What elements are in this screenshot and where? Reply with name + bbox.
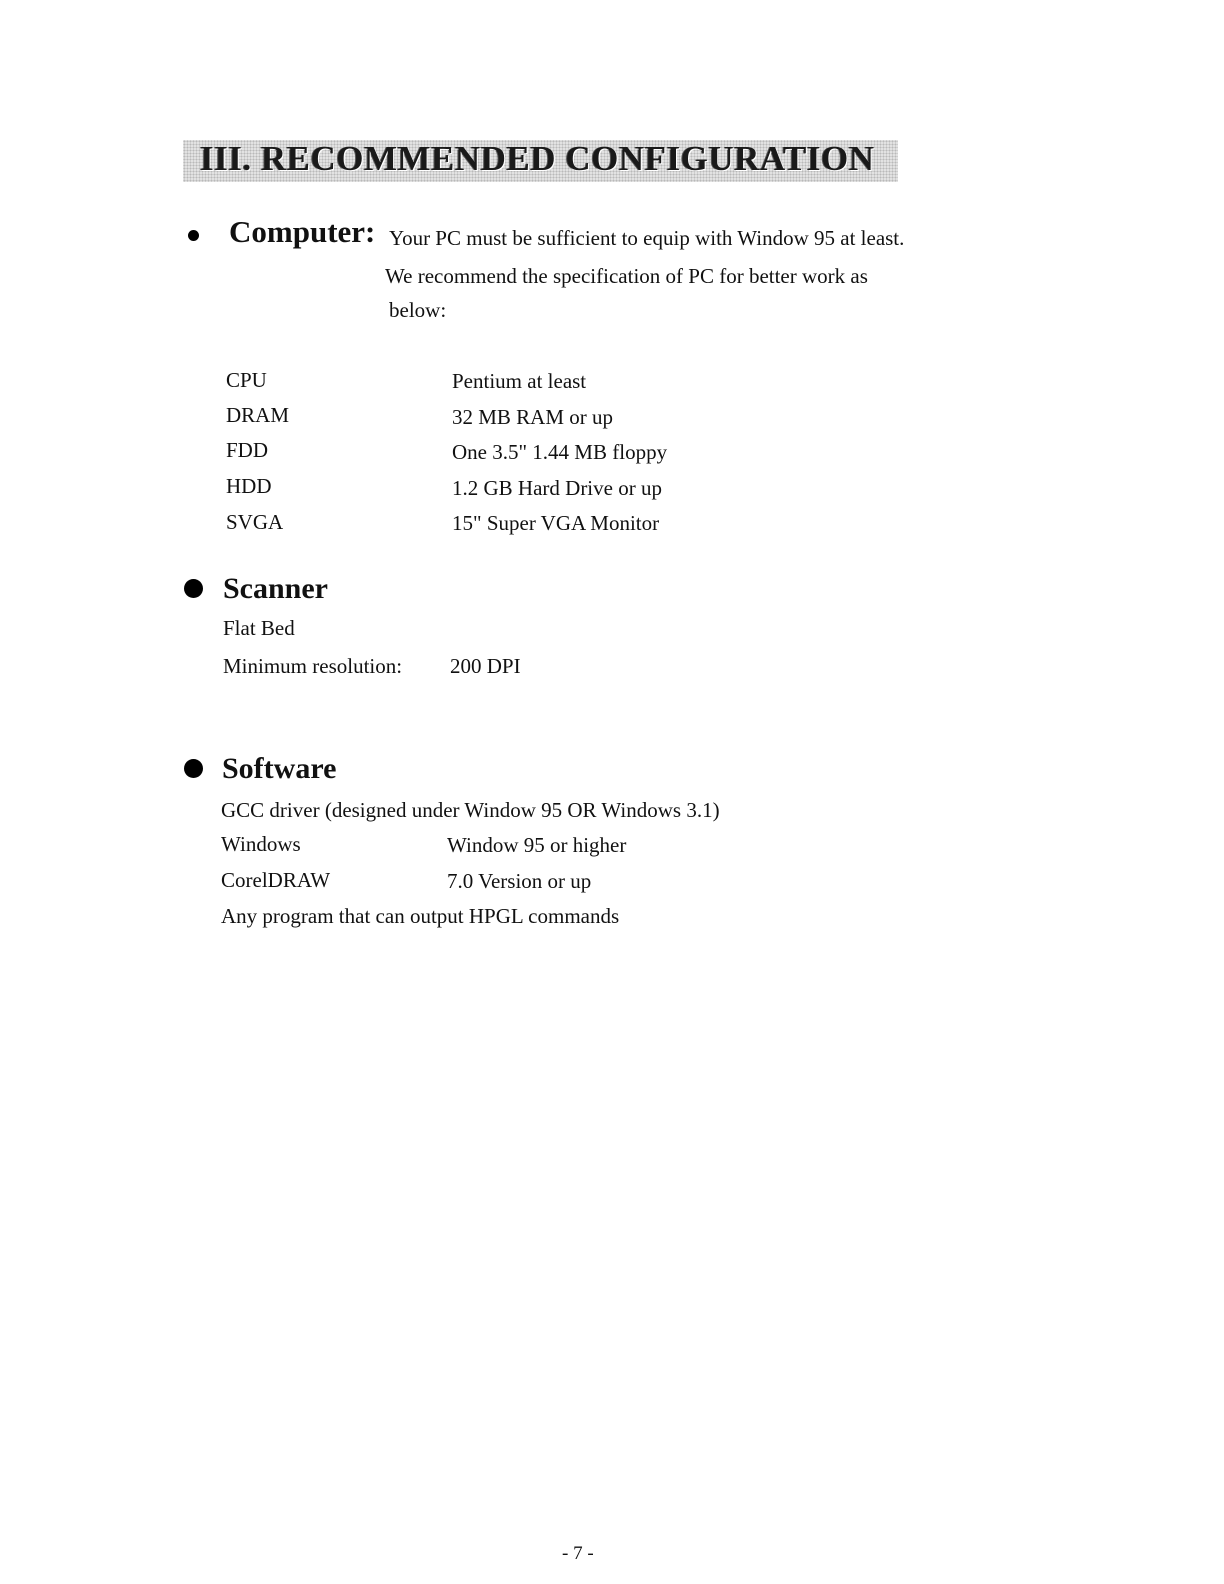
bullet-icon	[184, 579, 203, 598]
software-driver-line: GCC driver (designed under Window 95 OR Windows 3.1)	[221, 798, 720, 822]
computer-intro-line1: Your PC must be sufficient to equip with Window 95 at least.	[389, 226, 905, 250]
software-footer-line: Any program that can output HPGL commands	[221, 904, 620, 928]
spec-name-dram: DRAM	[226, 403, 290, 427]
spec-value-fdd: One 3.5" 1.44 MB floppy	[452, 440, 668, 464]
software-name-coreldraw: CorelDRAW	[221, 868, 331, 892]
scanner-resolution-label: Minimum resolution:	[223, 654, 403, 678]
spec-value-svga: 15" Super VGA Monitor	[452, 511, 660, 535]
spec-name-cpu: CPU	[226, 368, 267, 392]
spec-value-dram: 32 MB RAM or up	[452, 405, 614, 429]
spec-name-fdd: FDD	[226, 438, 269, 462]
scanner-heading: Scanner	[223, 572, 328, 605]
software-name-windows: Windows	[221, 832, 301, 856]
software-value-coreldraw: 7.0 Version or up	[447, 869, 592, 893]
spec-name-hdd: HDD	[226, 474, 272, 498]
computer-intro-line3: below:	[389, 298, 447, 322]
software-value-windows: Window 95 or higher	[447, 833, 627, 857]
scanner-resolution-value: 200 DPI	[450, 654, 521, 678]
spec-name-svga: SVGA	[226, 510, 284, 534]
spec-value-hdd: 1.2 GB Hard Drive or up	[452, 476, 662, 500]
bullet-icon	[188, 230, 199, 241]
computer-intro-line2: We recommend the specification of PC for better work as	[385, 264, 868, 288]
spec-value-cpu: Pentium at least	[452, 369, 587, 393]
bullet-icon	[184, 759, 203, 778]
page-number: - 7 -	[562, 1543, 594, 1564]
scanner-type: Flat Bed	[223, 616, 295, 640]
software-heading: Software	[222, 752, 337, 785]
section-title: III. RECOMMENDED CONFIGURATION	[200, 139, 875, 178]
computer-heading: Computer:	[229, 214, 376, 249]
